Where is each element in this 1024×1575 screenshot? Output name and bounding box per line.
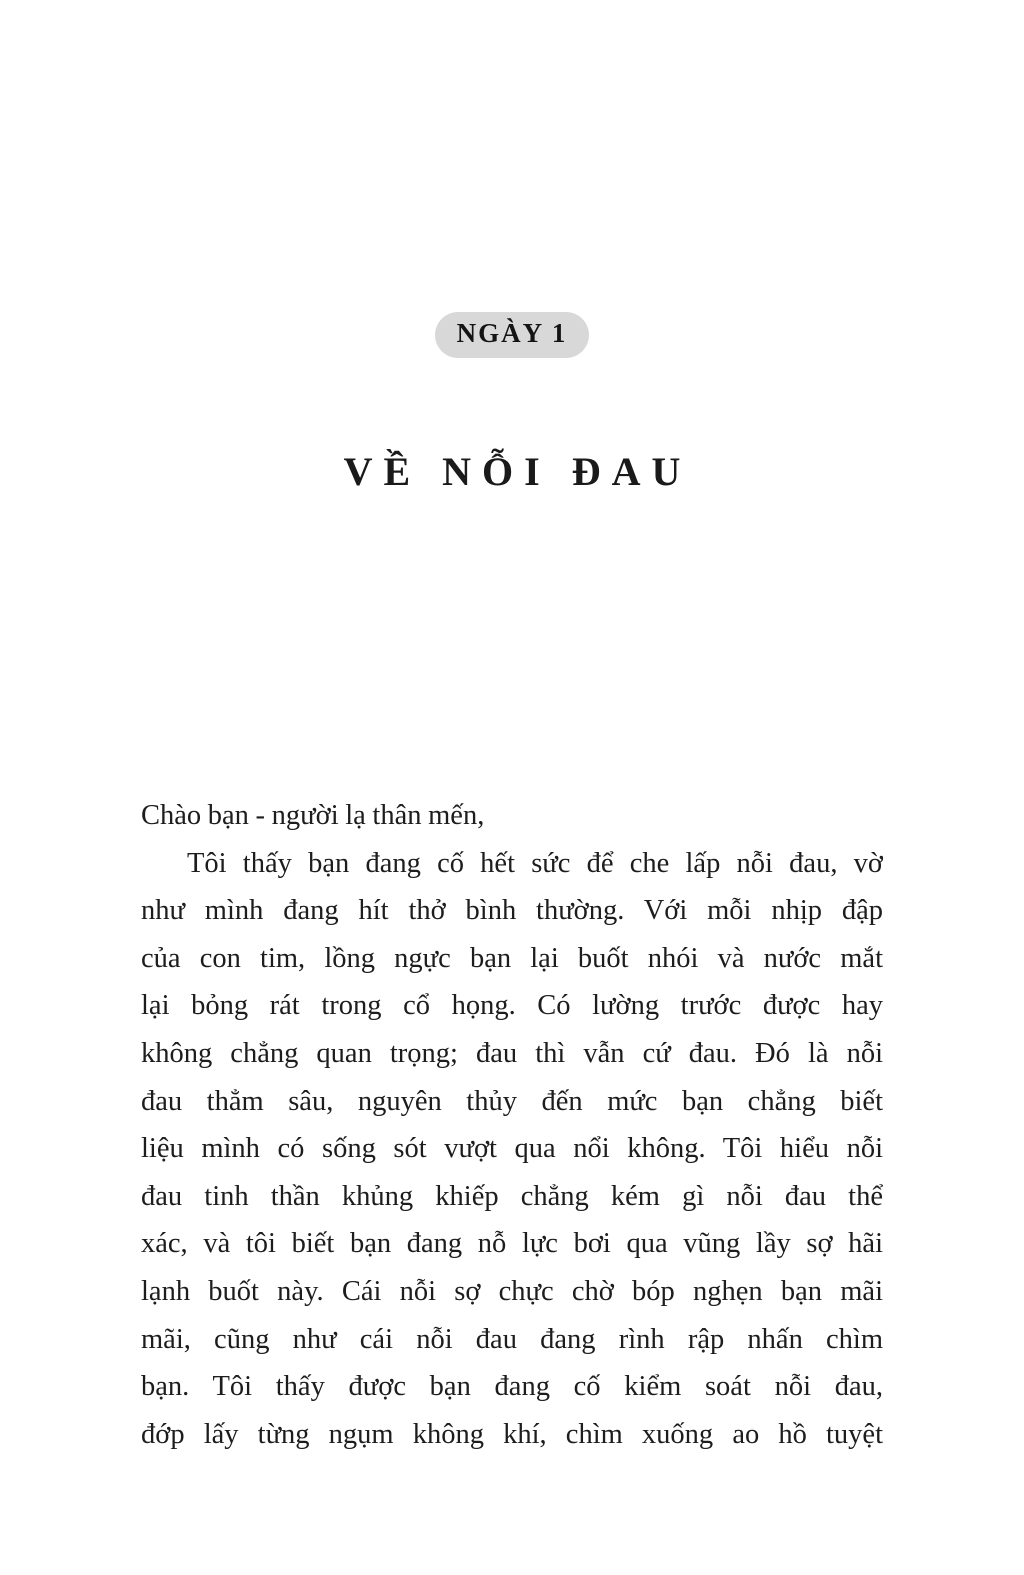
chapter-title: VỀ NỖI ĐAU	[343, 449, 692, 494]
body-text	[141, 792, 883, 1458]
body-line: liệu mình có sống sót vượt qua nổi không. Tôi hiểu nỗi	[141, 1133, 883, 1165]
body-line: đau tinh thần khủng khiếp chẳng kém gì nỗi đau thể	[141, 1180, 883, 1212]
body-line: lạnh buốt này. Cái nỗi sợ chực chờ bóp nghẹn bạn mãi	[141, 1275, 883, 1307]
day-badge-row	[0, 312, 1024, 358]
body-line: xác, và tôi biết bạn đang nỗ lực bơi qua vũng lầy sợ hãi	[141, 1228, 883, 1260]
body-line: đau thẳm sâu, nguyên thủy đến mức bạn chẳng biết	[141, 1085, 883, 1117]
day-badge: NGÀY 1	[435, 312, 590, 358]
body-line: như mình đang hít thở bình thường. Với mỗi nhịp đập	[141, 895, 883, 927]
salutation-line: Chào bạn - người lạ thân mến,	[141, 800, 485, 831]
body-line: không chẳng quan trọng; đau thì vẫn cứ đau. Đó là nỗi	[141, 1037, 883, 1069]
body-line: lại bỏng rát trong cổ họng. Có lường trước được hay	[141, 990, 883, 1022]
body-line: của con tim, lồng ngực bạn lại buốt nhói và nước mắt	[141, 942, 883, 974]
body-line: Tôi thấy bạn đang cố hết sức để che lấp nỗi đau, vờ	[187, 847, 883, 879]
body-line: đớp lấy từng ngụm không khí, chìm xuống ao hồ tuyệt	[141, 1418, 883, 1450]
body-line: bạn. Tôi thấy được bạn đang cố kiểm soát nỗi đau,	[141, 1371, 883, 1403]
paragraph	[141, 840, 883, 1459]
body-line: mãi, cũng như cái nỗi đau đang rình rập nhấn chìm	[141, 1323, 883, 1355]
